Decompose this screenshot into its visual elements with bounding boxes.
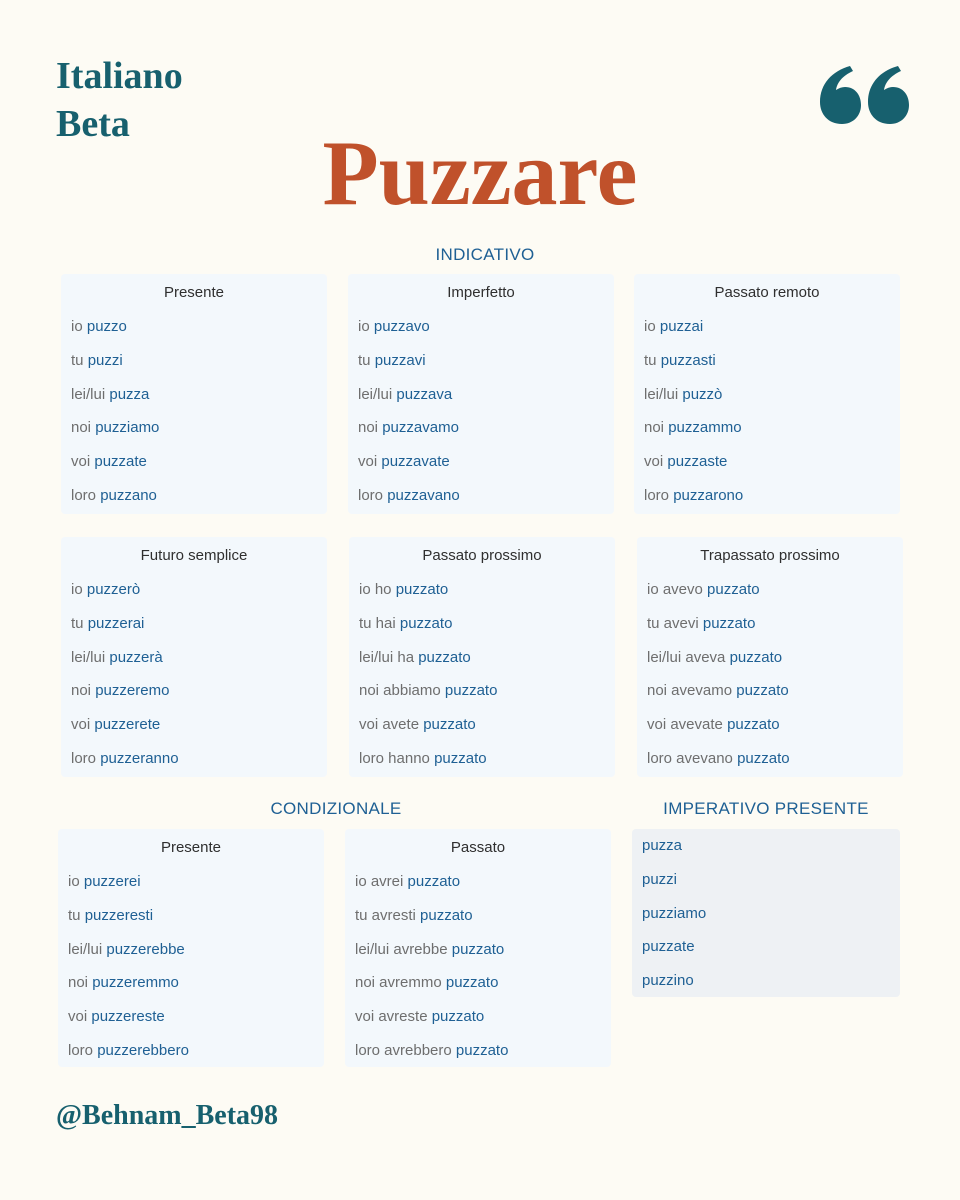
imperative-row xyxy=(642,837,682,855)
card-indicativo-futuro-semplice xyxy=(61,537,327,777)
pronoun: io xyxy=(358,318,370,335)
pronoun: io avrei xyxy=(355,873,404,890)
verb-form: puzzeremmo xyxy=(92,974,179,992)
imperative-row xyxy=(642,871,677,889)
conjugation-row xyxy=(68,907,153,925)
pronoun: io avevo xyxy=(647,581,703,598)
imperative-row xyxy=(642,905,706,923)
tense-title: Presente xyxy=(163,284,225,301)
verb-form: puzzato xyxy=(418,648,471,666)
verb-form: puzza xyxy=(109,385,150,403)
section-indicativo: INDICATIVO xyxy=(435,245,535,264)
pronoun: voi xyxy=(358,453,378,471)
conjugation-row xyxy=(71,487,157,505)
verb-form: puzzi xyxy=(642,870,678,888)
conjugation-row xyxy=(68,1008,165,1026)
verb-form: puzzato xyxy=(727,716,780,734)
card-indicativo-passato-remoto xyxy=(634,274,900,514)
verb-form: puzzato xyxy=(707,581,760,598)
verb-form: puzzato xyxy=(451,940,505,958)
pronoun: lei/lui xyxy=(644,385,679,403)
conjugation-row xyxy=(358,453,450,471)
tense-title: Futuro semplice xyxy=(140,547,248,564)
verb-form: puzzato xyxy=(423,716,476,734)
verb-form: puzzerete xyxy=(94,716,161,734)
imperative-row xyxy=(642,972,694,990)
conjugation-row xyxy=(355,1008,484,1026)
card-indicativo-trapassato-prossimo xyxy=(637,537,903,777)
verb-form: puzzato xyxy=(395,581,449,598)
card-indicativo-passato-prossimo xyxy=(349,537,615,777)
pronoun: noi abbiamo xyxy=(359,682,441,700)
conjugation-row xyxy=(644,386,722,404)
quote-icon xyxy=(820,66,910,126)
conjugation-row xyxy=(71,386,149,404)
verb-form: puzzino xyxy=(642,972,694,990)
conjugation-row xyxy=(647,649,782,667)
verb-form: puzzerebbe xyxy=(106,940,185,958)
pronoun: noi avremmo xyxy=(355,974,442,992)
conjugation-row xyxy=(359,615,452,633)
verb-form: puzzato xyxy=(399,614,453,632)
verb-form: puzzato xyxy=(736,682,789,700)
pronoun: tu xyxy=(68,906,81,924)
pronoun: voi avevate xyxy=(647,716,723,734)
pronoun: loro avevano xyxy=(647,750,733,767)
verb-form: puzzato xyxy=(455,1042,509,1059)
conjugation-row xyxy=(71,682,169,700)
verb-form: puzzato xyxy=(434,750,487,767)
conjugation-row xyxy=(359,682,497,700)
pronoun: lei/lui xyxy=(68,940,103,958)
verb-form: puzzerai xyxy=(87,614,145,632)
conjugation-row xyxy=(644,419,742,437)
conjugation-row xyxy=(644,453,727,471)
conjugation-row xyxy=(355,873,460,891)
conjugation-row xyxy=(644,318,703,336)
tense-title: Passato prossimo xyxy=(422,547,542,564)
verb-form: puzzavate xyxy=(381,453,450,471)
verb-form: puzzava xyxy=(396,385,453,403)
conjugation-row xyxy=(359,716,476,734)
conjugation-row xyxy=(355,974,498,992)
verb-form: puzzerà xyxy=(109,648,163,666)
pronoun: voi xyxy=(644,453,664,471)
pronoun: loro avrebbero xyxy=(355,1042,452,1059)
verb-form: puzziamo xyxy=(642,904,707,922)
card-imperativo-presente xyxy=(632,829,900,997)
verb-form: puzzavano xyxy=(387,487,460,504)
pronoun: lei/lui avrebbe xyxy=(355,940,448,958)
verb-form: puzzate xyxy=(94,453,147,471)
verb-form: puzzeresti xyxy=(84,906,154,924)
conjugation-row xyxy=(71,716,160,734)
verb-form: puzzereste xyxy=(91,1008,165,1026)
verb-form: puzzato xyxy=(729,648,783,666)
conjugation-row xyxy=(355,1042,508,1060)
conjugation-row xyxy=(71,581,140,599)
pronoun: loro xyxy=(71,750,97,767)
verb-form: puzzato xyxy=(407,873,461,890)
conjugation-row xyxy=(68,974,179,992)
pronoun: noi xyxy=(71,419,92,437)
pronoun: voi avreste xyxy=(355,1008,428,1026)
conjugation-row xyxy=(358,352,426,370)
conjugation-row xyxy=(358,487,460,505)
card-indicativo-imperfetto xyxy=(348,274,614,514)
conjugation-row xyxy=(71,453,147,471)
conjugation-row xyxy=(68,941,185,959)
verb-form: puzzi xyxy=(87,351,123,369)
pronoun: loro xyxy=(358,487,384,504)
conjugation-row xyxy=(644,487,743,505)
pronoun: lei/lui xyxy=(71,648,106,666)
verb-form: puzzammo xyxy=(668,419,742,437)
section-imperativo-presente: IMPERATIVO PRESENTE xyxy=(663,799,869,818)
verb-form: puzzeremo xyxy=(95,682,170,700)
tense-title: Imperfetto xyxy=(447,284,515,301)
conjugation-row xyxy=(647,682,789,700)
verb-form: puzzavo xyxy=(373,318,430,335)
conjugation-row xyxy=(358,318,430,336)
conjugation-row xyxy=(71,750,179,768)
pronoun: loro xyxy=(68,1042,94,1059)
conjugation-row xyxy=(71,352,123,370)
verb-form: puzza xyxy=(642,837,683,854)
tense-title: Presente xyxy=(160,839,222,856)
card-indicativo-presente xyxy=(61,274,327,514)
brand-line-1: Italiano xyxy=(56,55,183,97)
pronoun: loro hanno xyxy=(359,750,430,767)
pronoun: noi avevamo xyxy=(647,682,733,700)
pronoun: io xyxy=(644,318,656,335)
pronoun: voi xyxy=(71,716,91,734)
conjugation-row xyxy=(355,907,473,925)
section-condizionale: CONDIZIONALE xyxy=(270,799,402,818)
pronoun: noi xyxy=(358,419,379,437)
pronoun: tu xyxy=(358,351,371,369)
pronoun: tu xyxy=(644,351,657,369)
conjugation-row xyxy=(647,615,755,633)
verb-form: puzzerei xyxy=(83,873,141,890)
pronoun: tu xyxy=(71,351,84,369)
conjugation-row xyxy=(355,941,504,959)
pronoun: loro xyxy=(71,487,97,504)
verb-form: puzzavi xyxy=(374,351,426,369)
verb-form: puzzerò xyxy=(86,581,141,598)
conjugation-row xyxy=(68,1042,189,1060)
conjugation-row xyxy=(647,716,780,734)
pronoun: lei/lui xyxy=(71,385,106,403)
conjugation-row xyxy=(71,419,159,437)
pronoun: voi avete xyxy=(359,716,420,734)
card-condizionale-presente xyxy=(58,829,324,1067)
pronoun: voi xyxy=(71,453,91,471)
tense-title: Passato remoto xyxy=(714,284,820,301)
verb-form: puzzato xyxy=(431,1008,485,1026)
imperative-row xyxy=(642,938,695,956)
conjugation-row xyxy=(359,649,471,667)
conjugation-row xyxy=(68,873,141,891)
pronoun: voi xyxy=(68,1008,88,1026)
pronoun: noi xyxy=(71,682,92,700)
conjugation-row xyxy=(647,581,760,599)
pronoun: lei/lui aveva xyxy=(647,648,726,666)
pronoun: lei/lui ha xyxy=(359,648,415,666)
verb-form: puzzai xyxy=(659,318,704,335)
pronoun: tu avevi xyxy=(647,614,699,632)
verb-form: puzzato xyxy=(444,682,498,700)
conjugation-row xyxy=(358,386,452,404)
verb-form: puzzavamo xyxy=(382,419,459,437)
pronoun: noi xyxy=(644,419,665,437)
pronoun: io xyxy=(71,318,83,335)
pronoun: tu xyxy=(71,614,84,632)
tense-title: Passato xyxy=(450,839,506,856)
pronoun: io xyxy=(68,873,80,890)
tense-title: Trapassato prossimo xyxy=(700,547,840,564)
conjugation-row xyxy=(647,750,790,768)
conjugation-row xyxy=(358,419,459,437)
verb-form: puzzasti xyxy=(660,351,716,369)
pronoun: io ho xyxy=(359,581,392,598)
verb-form: puzzato xyxy=(445,974,499,992)
conjugation-row xyxy=(644,352,716,370)
brand-line-2: Beta xyxy=(56,103,130,145)
conjugation-row xyxy=(71,649,163,667)
verb-form: puzzato xyxy=(737,750,790,767)
page-title: Puzzare xyxy=(322,122,638,224)
verb-form: puzzate xyxy=(642,938,695,956)
verb-form: puzzato xyxy=(702,614,756,632)
verb-form: puzzeranno xyxy=(100,750,179,767)
verb-form: puzzano xyxy=(100,487,157,504)
conjugation-row xyxy=(359,581,448,599)
verb-form: puzzato xyxy=(420,906,473,924)
pronoun: loro xyxy=(644,487,670,504)
verb-form: puzzaste xyxy=(667,453,728,471)
verb-form: puzziamo xyxy=(95,419,160,437)
footer-handle: @Behnam_Beta98 xyxy=(56,1100,279,1131)
verb-form: puzzarono xyxy=(673,487,744,504)
pronoun: tu hai xyxy=(359,614,396,632)
conjugation-row xyxy=(71,318,127,336)
pronoun: io xyxy=(71,581,83,598)
verb-form: puzzò xyxy=(682,385,723,403)
verb-form: puzzerebbero xyxy=(97,1042,189,1059)
pronoun: lei/lui xyxy=(358,385,393,403)
verb-form: puzzo xyxy=(86,318,127,335)
pronoun: tu avresti xyxy=(355,906,416,924)
pronoun: noi xyxy=(68,974,89,992)
conjugation-row xyxy=(359,750,487,768)
conjugation-row xyxy=(71,615,144,633)
card-condizionale-passato xyxy=(345,829,611,1067)
